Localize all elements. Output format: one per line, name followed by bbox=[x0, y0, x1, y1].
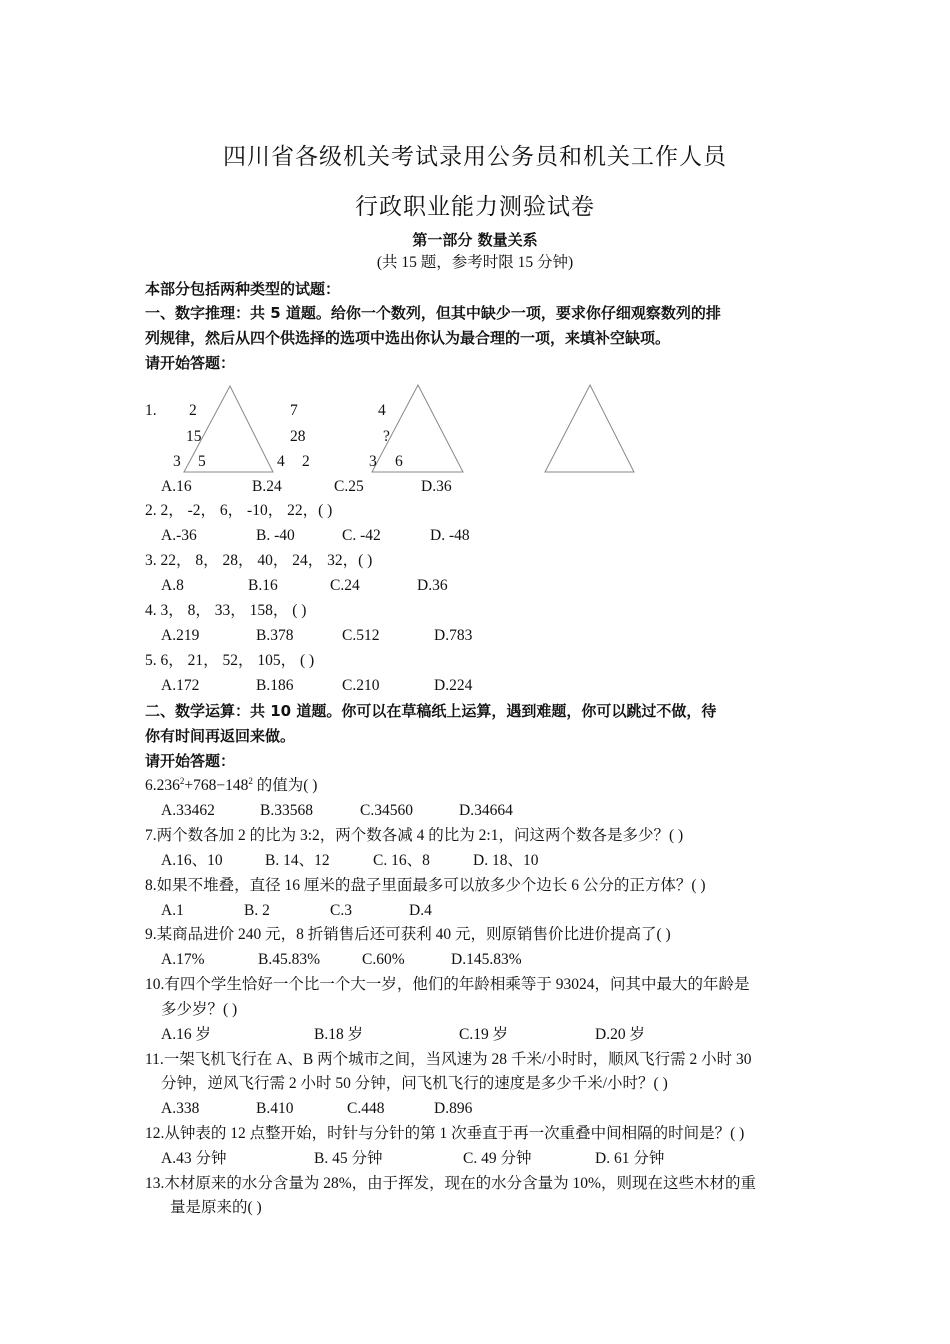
option-d: D.783 bbox=[434, 627, 473, 644]
option-c: C. -42 bbox=[342, 527, 381, 544]
question-6-stem: $6.236^2+768-148^2$ 的值为( ) bbox=[145, 775, 318, 794]
option-c: C. 49 分钟 bbox=[463, 1150, 532, 1167]
question-11-stem-cont: 分钟，逆风飞行需 2 小时 50 分钟，问飞机飞行的速度是多少千米/小时？( ) bbox=[161, 1075, 668, 1092]
option-b: B.186 bbox=[256, 677, 294, 694]
option-d: D. 61 分钟 bbox=[595, 1150, 665, 1167]
question-3-stem: 3. 22， 8， 28， 40， 24， 32，( ) bbox=[145, 552, 373, 569]
question-7-stem: 7.两个数各加 2 的比为 3:2，两个数各减 4 的比为 2:1，问这两个数各是多少？( ) bbox=[145, 827, 684, 844]
option-a: A.16 岁 bbox=[161, 1026, 211, 1043]
triangle-3-left: 3 bbox=[369, 453, 377, 470]
triangle-2-middle: 28 bbox=[290, 428, 306, 445]
option-d: D. -48 bbox=[430, 527, 470, 544]
option-c: C. 16、8 bbox=[373, 852, 430, 869]
option-a: A.8 bbox=[161, 577, 184, 594]
triangle-2-left: 4 bbox=[277, 453, 285, 470]
triangle-3-right: 6 bbox=[395, 453, 403, 470]
option-c: C.512 bbox=[342, 627, 380, 644]
part-heading: 第一部分 数量关系 bbox=[412, 231, 538, 249]
intro-line: 本部分包括两种类型的试题： bbox=[145, 280, 341, 298]
triangle-3-top: 4 bbox=[378, 402, 386, 419]
question-10-stem-cont: 多少岁？( ) bbox=[161, 1001, 238, 1018]
section-2-heading-cont: 你有时间再返回来做。 bbox=[145, 727, 296, 745]
option-b: B. 2 bbox=[244, 902, 270, 919]
triangle-2-right: 2 bbox=[302, 453, 310, 470]
intro-line: 请开始答题： bbox=[145, 354, 236, 372]
question-9-stem: 9.某商品进价 240 元，8 折销售后还可获利 40 元，则原销售价比进价提高了( ) bbox=[145, 926, 671, 943]
option-a: A.338 bbox=[161, 1100, 200, 1117]
option-a: A.33462 bbox=[161, 802, 215, 819]
option-b: B.45.83% bbox=[258, 951, 320, 968]
option-d: D.34664 bbox=[459, 802, 513, 819]
triangle-1-right: 5 bbox=[198, 453, 206, 470]
question-number: 1. bbox=[145, 402, 157, 419]
question-10-stem: 10.有四个学生恰好一个比一个大一岁，他们的年龄相乘等于 93024，问其中最大的年龄是 bbox=[145, 976, 750, 993]
option-a: A.172 bbox=[161, 677, 200, 694]
option-c: C.25 bbox=[334, 478, 364, 495]
option-a: A.43 分钟 bbox=[161, 1150, 227, 1167]
question-8-stem: 8.如果不堆叠，直径 16 厘米的盘子里面最多可以放多少个边长 6 公分的正方体？( ) bbox=[145, 877, 706, 894]
section-2-heading: 二、数学运算：共 10 道题。你可以在草稿纸上运算，遇到难题，你可以跳过不做，待 bbox=[145, 702, 717, 720]
option-b: B. 45 分钟 bbox=[314, 1150, 383, 1167]
question-13-stem: 13.木材原来的水分含量为 28%，由于挥发，现在的水分含量为 10%，则现在这些木材的重 bbox=[145, 1175, 756, 1192]
option-a: A.1 bbox=[161, 902, 184, 919]
option-d: D.4 bbox=[409, 902, 432, 919]
question-2-stem: 2. 2， -2， 6， -10， 22，( ) bbox=[145, 502, 333, 519]
option-a: A.-36 bbox=[161, 527, 197, 544]
question-11-stem: 11.一架飞机飞行在 A、B 两个城市之间，当风速为 28 千米/小时时，顺风飞行需 2 小时 30 bbox=[145, 1051, 752, 1068]
option-d: D.36 bbox=[417, 577, 448, 594]
triangle-figures bbox=[0, 0, 950, 500]
triangle-1-left: 3 bbox=[173, 453, 181, 470]
option-a: A.16、10 bbox=[161, 852, 223, 869]
option-a: A.17% bbox=[161, 951, 205, 968]
option-d: D.36 bbox=[421, 478, 452, 495]
option-d: D.145.83% bbox=[451, 951, 522, 968]
option-d: D.224 bbox=[434, 677, 473, 694]
triangle-1-middle: 15 bbox=[186, 428, 202, 445]
part-note: (共 15 题，参考时限 15 分钟) bbox=[376, 254, 574, 271]
option-b: B. 14、12 bbox=[265, 852, 330, 869]
option-d: D. 18、10 bbox=[473, 852, 539, 869]
option-a: A.16 bbox=[161, 478, 192, 495]
option-b: B.33568 bbox=[260, 802, 313, 819]
option-a: A.219 bbox=[161, 627, 200, 644]
triangle-2-top: 7 bbox=[290, 402, 298, 419]
option-d: D.896 bbox=[434, 1100, 473, 1117]
triangle-3-middle: ? bbox=[383, 428, 390, 445]
question-5-stem: 5. 6， 21， 52， 105， ( ) bbox=[145, 652, 315, 669]
option-c: C.19 岁 bbox=[459, 1026, 509, 1043]
option-c: C.24 bbox=[330, 577, 360, 594]
option-c: C.448 bbox=[347, 1100, 385, 1117]
option-d: D.20 岁 bbox=[595, 1026, 645, 1043]
question-4-stem: 4. 3， 8， 33， 158， ( ) bbox=[145, 602, 307, 619]
triangle-3 bbox=[545, 385, 634, 472]
question-13-stem-cont: 量是原来的( ) bbox=[170, 1199, 262, 1216]
option-b: B. -40 bbox=[256, 527, 295, 544]
option-c: C.60% bbox=[362, 951, 405, 968]
option-c: C.210 bbox=[342, 677, 380, 694]
option-c: C.3 bbox=[330, 902, 352, 919]
section-2-start: 请开始答题： bbox=[145, 752, 236, 770]
exam-title: 四川省各级机关考试录用公务员和机关工作人员 bbox=[223, 144, 727, 169]
triangle-1-top: 2 bbox=[189, 402, 197, 419]
question-12-stem: 12.从钟表的 12 点整开始，时针与分针的第 1 次垂直于再一次重叠中间相隔的时间是？( ) bbox=[145, 1125, 745, 1142]
option-b: B.378 bbox=[256, 627, 294, 644]
intro-line: 一、数字推理：共 5 道题。给你一个数列，但其中缺少一项，要求你仔细观察数列的排 bbox=[145, 304, 721, 322]
option-b: B.410 bbox=[256, 1100, 294, 1117]
option-b: B.18 岁 bbox=[314, 1026, 364, 1043]
option-c: C.34560 bbox=[360, 802, 413, 819]
option-b: B.24 bbox=[252, 478, 282, 495]
exam-subtitle: 行政职业能力测验试卷 bbox=[355, 194, 595, 219]
intro-line: 列规律，然后从四个供选择的选项中选出你认为最合理的一项，来填补空缺项。 bbox=[145, 329, 671, 347]
option-b: B.16 bbox=[248, 577, 278, 594]
